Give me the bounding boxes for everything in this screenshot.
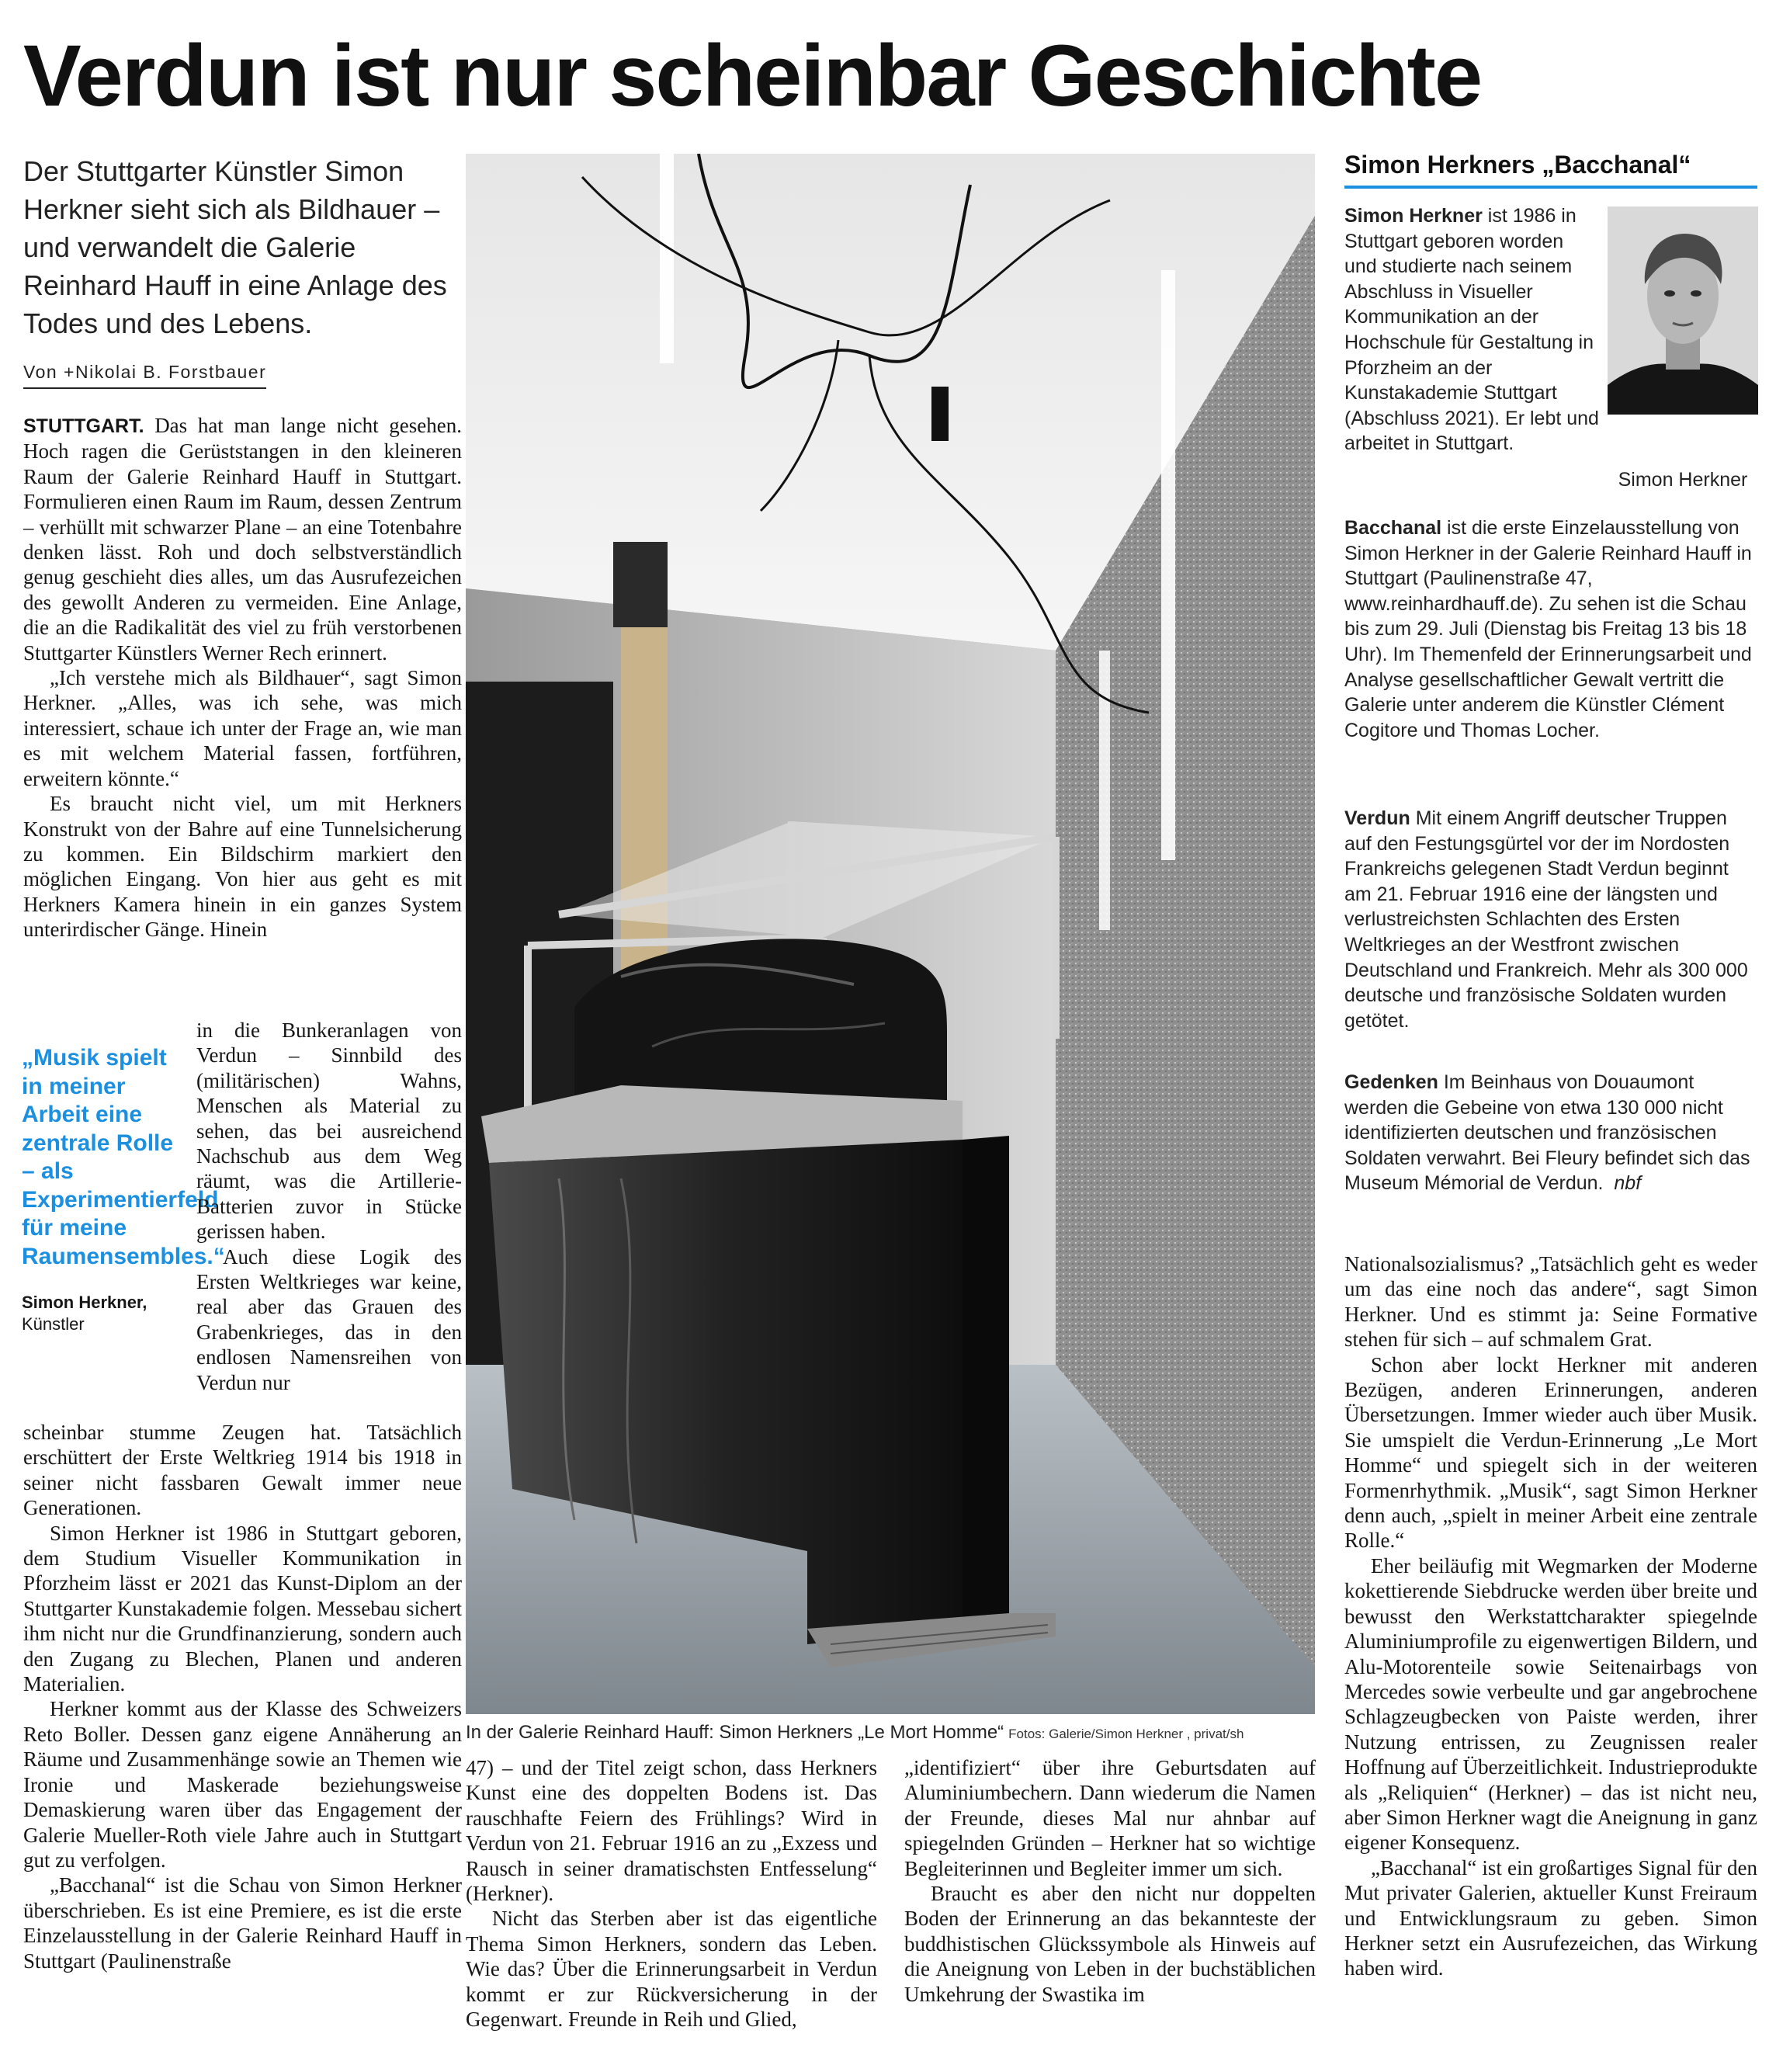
paragraph: 47) – und der Titel zeigt schon, dass Herkners Kunst eine des doppelten Bodens ist. Das rauschhafte Feiern des Frühlings? Wird in Verdun von 21. Februar 1916 an zu „Exzess und Rausch in seiner dramatischsten Entfesselung“ (Herkner). xyxy=(466,1756,877,1906)
paragraph: Auch diese Logik des Ersten Weltkrieges war keine, real aber das Grauen des Grabenkrieges, das in den endlosen Namensreihen von Verdun nur xyxy=(196,1244,462,1394)
info-herkner xyxy=(1344,203,1601,456)
paragraph: Simon Herkner ist 1986 in Stuttgart geboren, dem Studium Visueller Kommunikation in Pforzheim lässt er 2021 das Kunst-Diplom an der Stuttgarter Kunstakademie folgen. Messebau sichert ihm nicht nur die Grundfinanzierung, sondern auch den Zugang zu Blechen, Planen und anderen Materialien. xyxy=(23,1521,462,1696)
info-lead: Bacchanal xyxy=(1344,517,1442,539)
info-text: ist 1986 in Stuttgart geboren worden und studierte nach seinem Abschluss in Visueller Kommunikation an der Hochschule für Gestaltung in Pforzheim an der Kunstakademie Stuttgart (Abschluss 2021). Er lebt und arbeitet in Stuttgart. xyxy=(1344,205,1599,455)
article-column-4 xyxy=(1344,1251,1757,1981)
dateline: STUTTGART. xyxy=(23,415,144,437)
info-lead: Simon Herkner xyxy=(1344,205,1483,227)
byline: Von +Nikolai B. Forstbauer xyxy=(23,362,266,389)
paragraph: „Bacchanal“ ist ein großartiges Signal für den Mut privater Galerien, aktueller Kunst Freiraum und Entwicklungsraum zu geben. Simon Herkner setzt ein Ausrufezeichen, das Wirkung haben wird. xyxy=(1344,1855,1757,1980)
pull-quote-text: „Musik spielt in meiner Arbeit eine zentrale Rolle – als Experimentierfeld für meine Raumensembles.“ xyxy=(22,1045,225,1269)
paragraph: Eher beiläufig mit Wegmarken der Moderne kokettierende Siebdrucke werden über breite und bewusst den Werkstattcharakter spiegelnde Aluminiumprofile zu eigenwertigen Bildern, und Alu-Motorenteile sowie Seitenairbags von Mercedes sowie verbeulte und gar angebrochene Schlagzeugbecken von Paiste werden, ihrer Nutzung entrissen, zu Zeugnissen realer Hoffnung auf Überzeitlichkeit. Industrieprodukte als „Reliquien“ (Herkner) – das ist nicht neu, aber Simon Herkner wagt die Aneignung in ganz eigener Konsequenz. xyxy=(1344,1553,1757,1855)
paragraph-text: Das hat man lange nicht gesehen. Hoch ragen die Gerüststangen in den kleineren Raum der Galerie Reinhard Hauff in Stuttgart. Formulieren einen Raum im Raum, dessen Zentrum – verhüllt mit schwarzer Plane – an eine Totenbahre denken lässt. Roh und doch selbstverständlich genug geschieht dies alles, um das Ausrufezeichen des gewollt Anderen zu vermeiden. Eine Anlage, die an die Radikalität des viel zu früh verstorbenen Stuttgarter Künstlers Werner Rech erinnert. xyxy=(23,414,462,665)
article-column-2 xyxy=(466,1755,877,2032)
photo-caption xyxy=(466,1722,1315,1744)
paragraph: Herkner kommt aus der Klasse des Schweizers Reto Boller. Dessen ganz eigene Annäherung an Räume und Zusammenhänge sowie an Themen wie Ironie und Maskerade beziehungsweise Demaskierung waren über das Engagement der Galerie Mueller-Roth viele Jahre auch in Stuttgart gut zu verfolgen. xyxy=(23,1697,462,1872)
portrait-photo xyxy=(1608,207,1758,415)
article-column-1-narrow xyxy=(196,1018,462,1395)
info-bacchanal xyxy=(1344,515,1757,743)
pull-quote-role: Künstler xyxy=(22,1314,85,1334)
info-text: Mit einem Angriff deutscher Truppen auf den Festungsgürtel vor der im Nordosten Frankreichs gelegenen Stadt Verdun beginnt am 21. Februar 1916 eine der längsten und verlustreichsten Schlachten des Ersten Weltkrieges an der Westfront zwischen Deutschland und Frankreich. Mehr als 300 000 deutsche und französische Soldaten wurden getötet. xyxy=(1344,807,1748,1032)
paragraph: Schon aber lockt Herkner mit anderen Bezügen, anderen Erinnerungen, anderen Übersetzungen. Immer wieder auch über Musik. Sie umspielt die Verdun-Erinnerung „Le Mort Homme“ und spiegelt sich in der weiteren Formenrhythmik. „Musik“, sagt Simon Herkner denn auch, „spielt in meiner Arbeit eine zentrale Rolle.“ xyxy=(1344,1352,1757,1553)
article-column-1-bottom xyxy=(23,1420,462,1973)
portrait-illustration xyxy=(1608,207,1758,415)
paragraph: Nicht das Sterben aber ist das eigentliche Thema Simon Herkners, sondern das Leben. Wie das? Über die Erinnerungsarbeit in Verdun kommt er zur Rückversicherung in der Gegenwart. Freunde in Reih und Glied, xyxy=(466,1907,877,2032)
info-lead: Gedenken xyxy=(1344,1071,1438,1093)
pull-quote-author: Simon Herkner, xyxy=(22,1293,147,1312)
gallery-installation-photo xyxy=(466,154,1315,1714)
paragraph: „Bacchanal“ ist die Schau von Simon Herkner überschrieben. Es ist eine Premiere, es ist die erste Einzelausstellung in der Galerie Reinhard Hauff in Stuttgart (Paulinenstraße xyxy=(23,1873,462,1973)
teaser: Der Stuttgarter Künstler Simon Herkner sieht sich als Bildhauer – und verwandelt die Galerie Reinhard Hauff in eine Anlage des Todes und des Lebens. xyxy=(23,155,447,339)
photo-credit: Fotos: Galerie/Simon Herkner , privat/sh xyxy=(1008,1727,1244,1741)
paragraph: Nationalsozialismus? „Tatsächlich geht es weder um das eine noch das andere“, sagt Simon Herkner. Und es stimmt ja: Seine Formative stehen für sich – auf schmalem Grat. xyxy=(1344,1252,1757,1352)
installation-illustration xyxy=(466,154,1315,1714)
paragraph: in die Bunkeranlagen von Verdun – Sinnbild des (militärischen) Wahns, Menschen als Material zu sehen, das bei ausreichend Nachschub aus dem Weg räumt, was die Artillerie-Batterien zuvor in Stücke gerissen haben. xyxy=(196,1019,462,1244)
paragraph: „Ich verstehe mich als Bildhauer“, sagt Simon Herkner. „Alles, was ich sehe, was mich interessiert, schaue ich unter der Frage an, wie man es mit welchem Material fassen, fortführen, erweitern könnte.“ xyxy=(23,666,462,790)
paragraph: Es braucht nicht viel, um mit Herkners Konstrukt von der Bahre auf eine Tunnelsicherung zu kommen. Ein Bildschirm markiert den möglichen Eingang. Von hier aus geht es mit Herkners Kamera hinein in ein ganzes System unterirdischer Gänge. Hinein xyxy=(23,792,462,942)
portrait-caption: Simon Herkner xyxy=(1618,469,1748,491)
paragraph: scheinbar stumme Zeugen hat. Tatsächlich erschüttert der Erste Weltkrieg 1914 bis 1918 in seiner nicht fassbaren Gewalt immer neue Generationen. xyxy=(23,1421,462,1520)
paragraph xyxy=(23,413,462,665)
info-lead: Verdun xyxy=(1344,807,1410,829)
infobox-title: Simon Herkners „Bacchanal“ xyxy=(1344,151,1757,189)
paragraph: Braucht es aber den nicht nur doppelten Boden der Erinnerung an das bekannteste der buddhistischen Glückssymbole als Hinweis auf die Aneignung von Leben in der buchstäblichen Umkehrung der Swastika im xyxy=(904,1882,1316,2006)
headline: Verdun ist nur scheinbar Geschichte xyxy=(23,27,1482,124)
infobox xyxy=(1344,151,1757,189)
info-text: ist die erste Einzelausstellung von Simon Herkner in der Galerie Reinhard Hauff in Stuttgart (Paulinenstraße 47, www.reinhardhauff.de). Zu sehen ist die Schau bis zum 29. Juli (Dienstag bis Freitag 13 bis 18 Uhr). Im Themenfeld der Erinnerungsarbeit und Analyse gesellschaftlicher Gewalt vertritt die Galerie unter anderem die Künstler Clément Cogitore und Thomas Locher. xyxy=(1344,517,1752,741)
caption-text: In der Galerie Reinhard Hauff: Simon Herkners „Le Mort Homme“ xyxy=(466,1722,1004,1743)
article-column-1-top xyxy=(23,413,462,942)
info-text: Im Beinhaus von Douaumont werden die Gebeine von etwa 130 000 nicht identifizierten deutschen und französischen Soldaten verwahrt. Bei Fleury befindet sich das Museum Mémorial de Verdun. xyxy=(1344,1071,1750,1195)
pull-quote xyxy=(22,1044,225,1334)
article-column-3 xyxy=(904,1755,1316,2007)
paragraph: „identifiziert“ über ihre Geburtsdaten auf Aluminiumbechern. Dann wiederum die Namen der Freunde, dieses Mal nur ahnbar auf spiegelnden Gründen – Herkner hat so wichtige Begleiterinnen und Begleiter immer um sich. xyxy=(904,1756,1316,1880)
info-verdun xyxy=(1344,806,1757,1033)
info-gedenken xyxy=(1344,1070,1757,1196)
author-signature: nbf xyxy=(1614,1172,1642,1195)
